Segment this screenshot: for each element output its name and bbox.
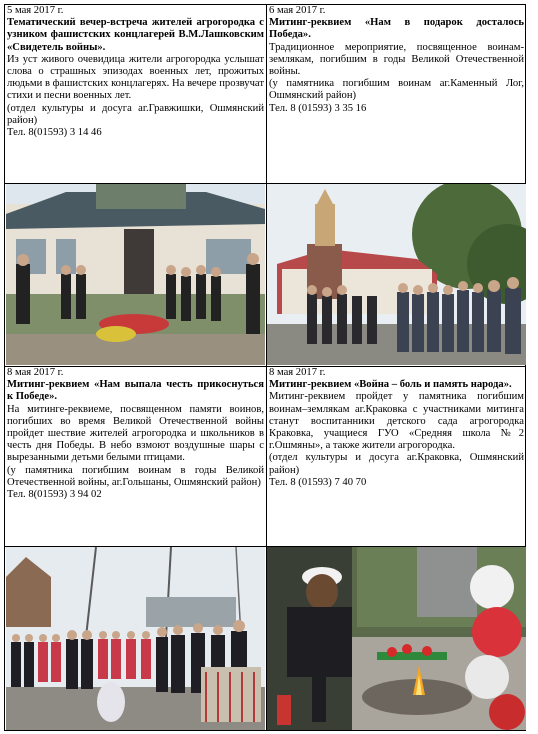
event-phone: Тел. 8(01593) 3 94 02 <box>7 489 102 501</box>
event-description: На митинге-реквиеме, посвященном памяти воинов, погибших во время Великой Отечественной войны пройдет шествие жителей агрогородка и школьников в честь дня Победы. В небо взмоют воздушные шары с вырезанными детьми белыми птицами. <box>7 403 264 464</box>
event-title: Митинг-реквием «Нам в подарок досталось Победа». <box>269 17 524 41</box>
event-cell-4 <box>267 367 526 546</box>
event-description: Традиционное мероприятие, посвященное воинам-землякам, погибшим в годы Великой Отечественной войны. <box>269 41 524 78</box>
event-cell-2 <box>267 5 526 183</box>
event-date: 5 мая 2017 г. <box>7 5 64 16</box>
event-place: (отдел культуры и досуга аг.Гравжишки, Ошмянский район) <box>7 102 264 126</box>
event-phone: Тел. 8(01593) 3 14 46 <box>7 127 102 139</box>
photo-soldier-monument-with-crowd <box>267 184 526 365</box>
photo-girl-laying-flowers-at-eternal-flame <box>267 547 526 730</box>
event-cell-1 <box>5 5 266 183</box>
photo-schoolchildren-procession <box>6 547 265 730</box>
event-description: Митинг-реквием пройдет у памятника погибшим воинам–землякам аг.Краковка с участниками митинга станут воспитанники детского сада агрогородка Краковка, учащиеся ГУО «Средняя школа №2 г.Ошмяны», а также жители агрогородка. <box>269 391 524 452</box>
event-date: 8 мая 2017 г. <box>269 367 326 378</box>
events-table <box>4 4 526 731</box>
event-place: (у памятника погибшим воинам аг.Каменный Лог, Ошмянский район) <box>269 78 524 102</box>
event-date: 6 мая 2017 г. <box>269 5 326 16</box>
event-place: (отдел культуры и досуга аг.Краковка, Ошмянский район) <box>269 452 524 476</box>
photo-ceremony-by-memorial-stone <box>6 184 265 365</box>
event-place: (у памятника погибшим воинам в годы Великой Отечественной войны, аг.Гольшаны, Ошмянский район) <box>7 464 264 488</box>
event-title: Митинг-реквием «Война – боль и память народа». <box>269 379 512 391</box>
event-title: Тематический вечер-встреча жителей агрогородка с узником фашистских концлагерей В.М.Лашковским «Свидетель войны». <box>7 17 264 53</box>
event-date: 8 мая 2017 г. <box>7 367 64 378</box>
event-description: Из уст живого очевидица жители агрогородка услышат слова о страшных эпизодах военных лет, прожитых людьми в фашистских концлагерях. На вечере прозвучат стихи и песни военных лет. <box>7 53 264 102</box>
event-phone: Тел. 8 (01593) 7 40 70 <box>269 476 367 488</box>
event-cell-3 <box>5 367 266 546</box>
event-title: Митинг-реквием «Нам выпала честь прикоснуться к Победе». <box>7 379 264 403</box>
event-phone: Тел. 8 (01593) 3 35 16 <box>269 102 367 114</box>
